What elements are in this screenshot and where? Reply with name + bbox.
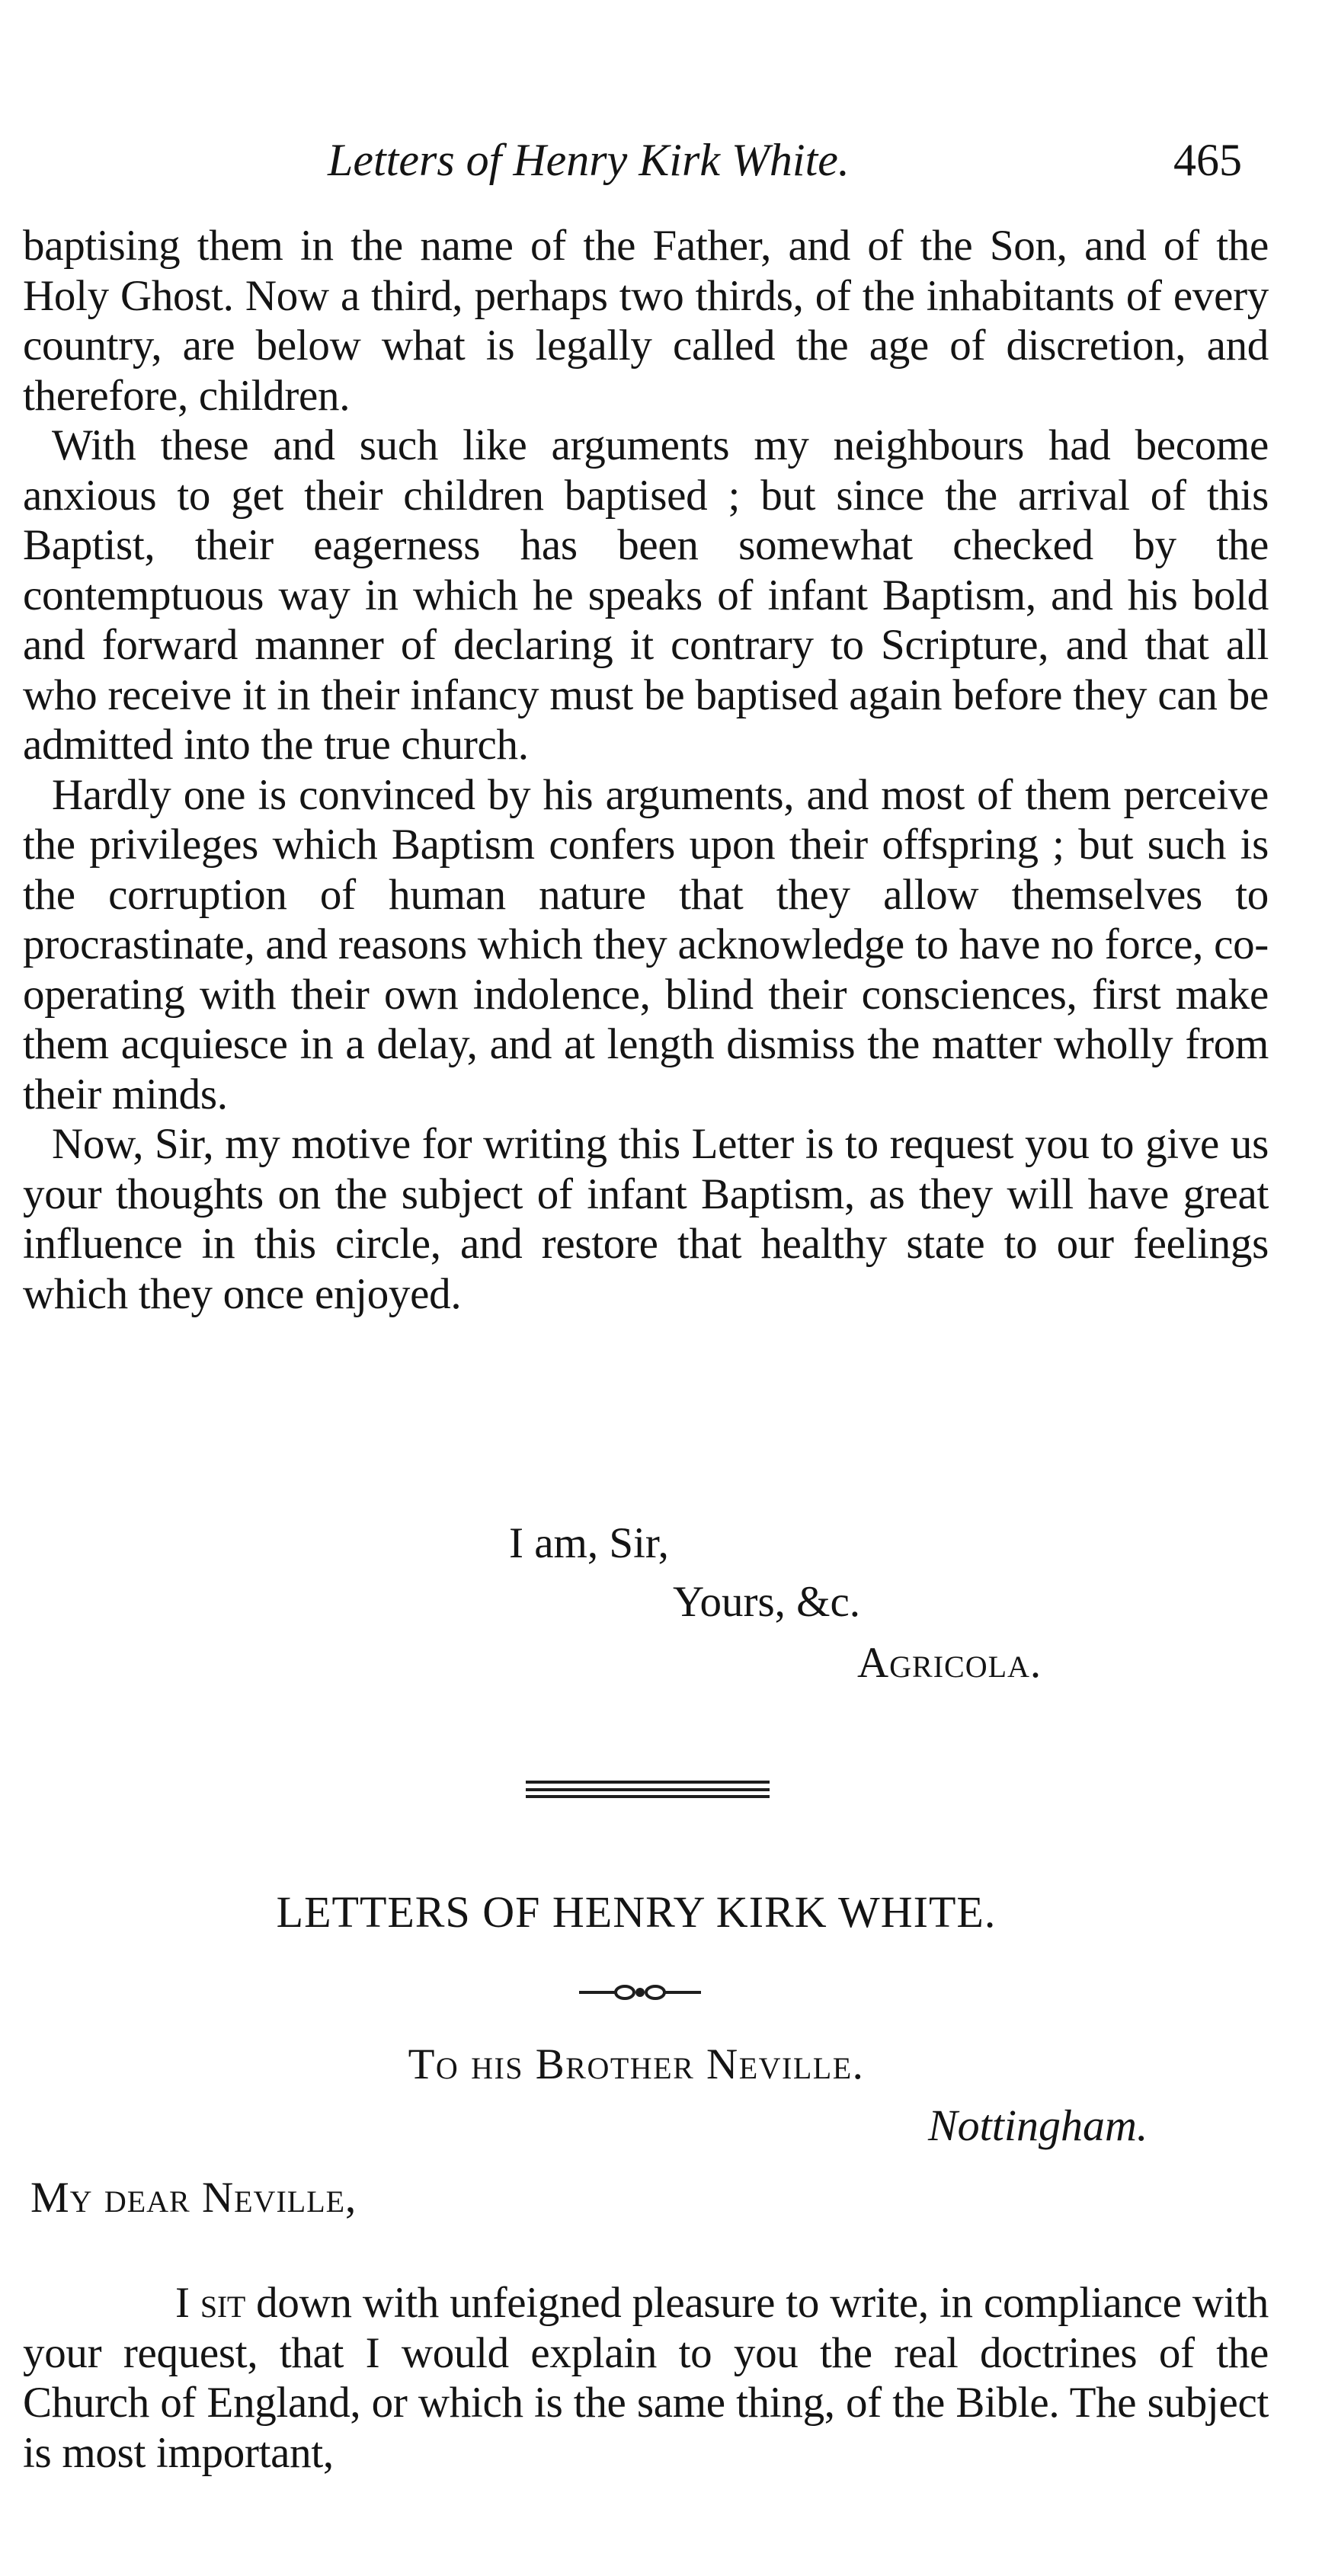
paragraph-text: down with unfeigned pleasure to write, in compliance with your request, that I would explain to you the real doctrines of the Church of England, or which is the same thing, of the Bible. The subject is most important,: [23, 2279, 1269, 2477]
agricola-letter-body: [23, 221, 1269, 1319]
salutation: My dear Neville,: [30, 2174, 357, 2222]
paragraph: Now, Sir, my motive for writing this Letter is to request you to give us your thoughts on the subject of infant Baptism, as they will have great influence in this circle, and restore that healthy state to our feelings which they once enjoyed.: [23, 1120, 1269, 1318]
letter-place: Nottingham.: [928, 2101, 1148, 2150]
running-title: Letters of Henry Kirk White.: [328, 135, 850, 185]
section-divider-rule: [526, 1788, 770, 1791]
ornament-icon: [579, 1977, 701, 2008]
paragraph: [23, 2278, 1269, 2478]
kirk-white-letter-body: [23, 2278, 1269, 2478]
letter-closing: I am, Sir,: [509, 1519, 669, 1567]
running-head: [0, 130, 1338, 190]
paragraph: baptising them in the name of the Father, and of the Son, and of the Holy Ghost. Now a third, perhaps two thirds, of the inhabitants of every country, are below what is legally called the age of discretion, and therefore, children.: [23, 222, 1269, 420]
letter-closing-yours: Yours, &c.: [673, 1578, 861, 1626]
lead-in-words: I sit: [175, 2279, 245, 2327]
section-title: LETTERS OF HENRY KIRK WHITE.: [276, 1887, 997, 1937]
letter-heading: To his Brother Neville.: [408, 2040, 865, 2088]
page-number: 465: [1173, 135, 1242, 185]
paragraph: With these and such like arguments my neighbours had become anxious to get their children baptised ; but since the arrival of this Baptist, their eagerness has been somewhat checked by the contemptuous way in which he speaks of infant Baptism, and his bold and forward manner of declaring it contrary to Scripture, and that all who receive it in their infancy must be baptised again before they can be admitted into the true church.: [23, 421, 1269, 769]
paragraph: Hardly one is convinced by his arguments, and most of them perceive the privileges which Baptism confers upon their offspring ; but such is the corruption of human nature that they allow themselves to procrastinate, and reasons which they acknowledge to have no force, co-operating with their own indolence, blind their consciences, first make them acquiesce in a delay, and at length dismiss the matter wholly from their minds.: [23, 770, 1269, 1118]
section-divider-rule: [526, 1795, 770, 1798]
signature: Agricola.: [857, 1639, 1042, 1687]
section-divider-rule: [526, 1781, 770, 1784]
